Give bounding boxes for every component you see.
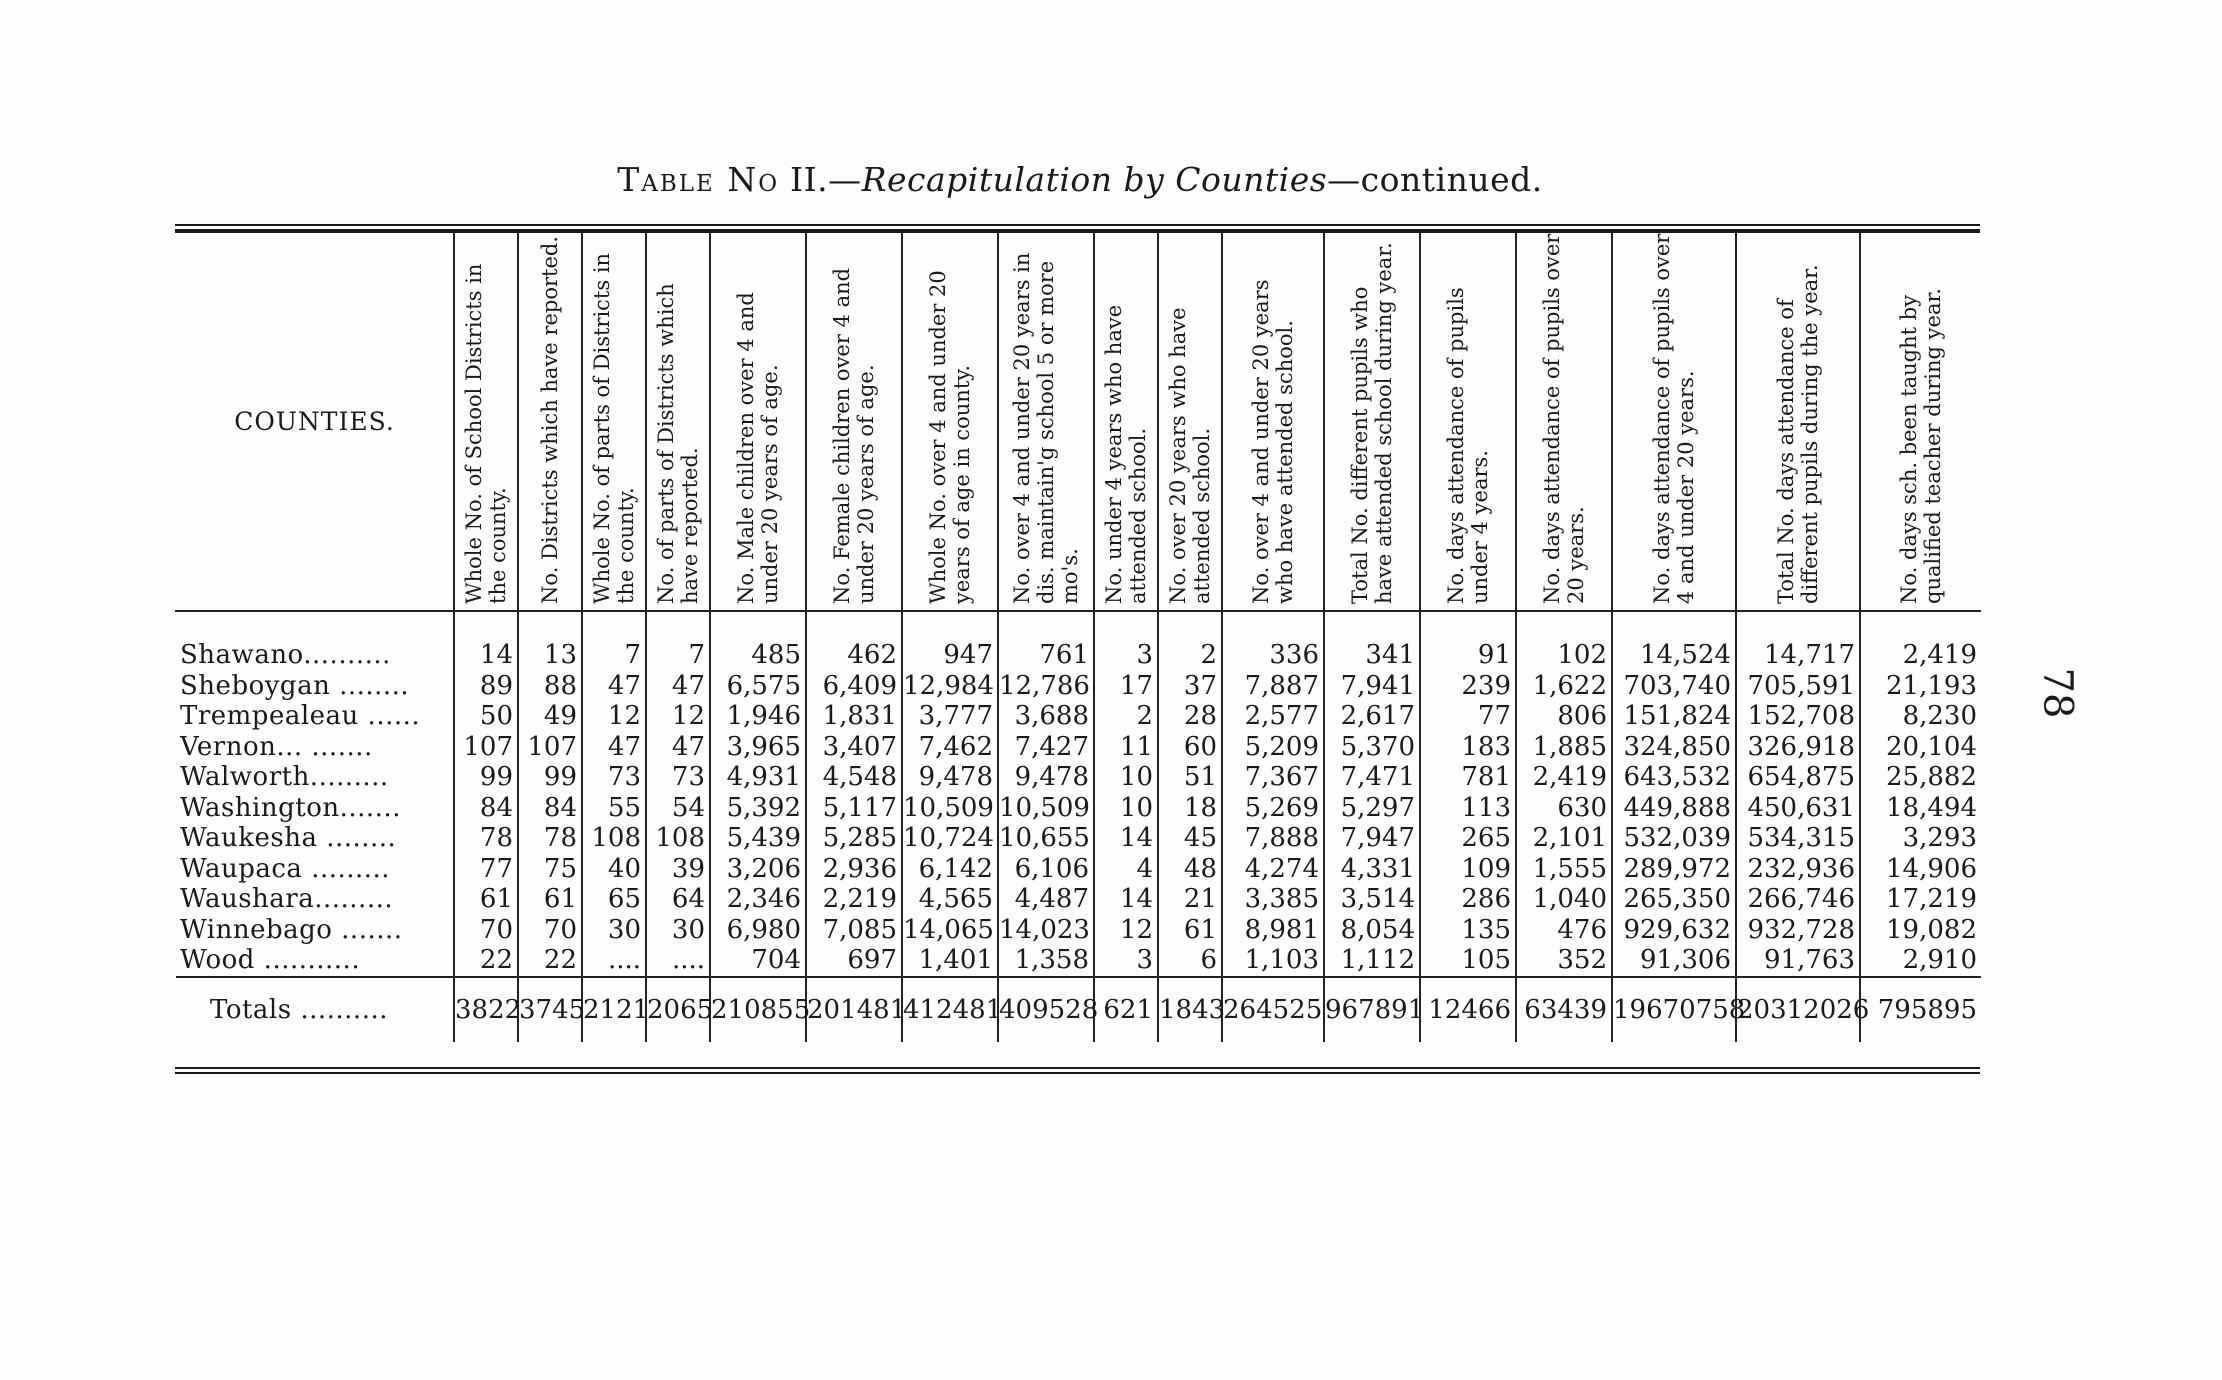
table-cell: 50: [454, 701, 518, 732]
column-header-text: No. days attendance of pupils over 4 and under 20 years.: [1650, 233, 1698, 604]
column-header: [518, 232, 582, 611]
county-name: Washington.......: [176, 793, 454, 824]
spacer-cell: [998, 612, 1094, 640]
table-row: [176, 732, 1981, 763]
table-cell: 929,632: [1612, 915, 1736, 946]
table-cell: 7: [582, 640, 646, 671]
table-cell: 761: [998, 640, 1094, 671]
table-cell: 2,936: [806, 854, 902, 885]
table-cell: 7,947: [1324, 823, 1420, 854]
bottom-rule: [175, 1067, 1980, 1069]
table-cell: 64: [646, 884, 710, 915]
table-cell: 6,106: [998, 854, 1094, 885]
county-name: Waukesha ........: [176, 823, 454, 854]
table-cell: 1843: [1158, 977, 1222, 1042]
table-cell: 30: [646, 915, 710, 946]
table-cell: 89: [454, 671, 518, 702]
table-cell: 47: [582, 671, 646, 702]
county-name: Walworth.........: [176, 762, 454, 793]
table-cell: 1,112: [1324, 945, 1420, 977]
spacer-cell: [1094, 612, 1158, 640]
table-cell: 7,367: [1222, 762, 1324, 793]
table-cell: 21: [1158, 884, 1222, 915]
table-cell: 4,931: [710, 762, 806, 793]
column-header: [1736, 232, 1860, 611]
table-cell: 8,981: [1222, 915, 1324, 946]
spacer-cell: [1612, 612, 1736, 640]
table-cell: 2121: [582, 977, 646, 1042]
table-cell: 54: [646, 793, 710, 824]
table-cell: 109: [1420, 854, 1516, 885]
column-header-text: No. over 4 and under 20 years who have attended school.: [1249, 279, 1297, 604]
table-cell: 5,439: [710, 823, 806, 854]
table-cell: 6,142: [902, 854, 998, 885]
table-cell: 12: [1094, 915, 1158, 946]
table-cell: 78: [518, 823, 582, 854]
table-cell: 324,850: [1612, 732, 1736, 763]
table-cell: 3745: [518, 977, 582, 1042]
table-cell: 88: [518, 671, 582, 702]
table-cell: 7,888: [1222, 823, 1324, 854]
table-title: [0, 160, 2160, 199]
table-cell: 22: [454, 945, 518, 977]
column-header-text: Whole No. over 4 and under 20 years of age in county.: [926, 270, 974, 604]
page-number: 78: [2034, 667, 2081, 719]
table-cell: 1,831: [806, 701, 902, 732]
table-cell: 105: [1420, 945, 1516, 977]
table-cell: 10,509: [998, 793, 1094, 824]
table-cell: 704: [710, 945, 806, 977]
table-cell: 63439: [1516, 977, 1612, 1042]
table-cell: 14,906: [1860, 854, 1981, 885]
table-cell: 73: [582, 762, 646, 793]
table-cell: 151,824: [1612, 701, 1736, 732]
spacer-cell: [454, 612, 518, 640]
table-cell: 266,746: [1736, 884, 1860, 915]
table-cell: 14,065: [902, 915, 998, 946]
table-cell: 19670758: [1612, 977, 1736, 1042]
column-header: [1612, 232, 1736, 611]
table-cell: 476: [1516, 915, 1612, 946]
table-cell: 2,219: [806, 884, 902, 915]
table-cell: 534,315: [1736, 823, 1860, 854]
table-cell: 289,972: [1612, 854, 1736, 885]
column-header: [646, 232, 710, 611]
table-cell: 20312026: [1736, 977, 1860, 1042]
table-cell: 65: [582, 884, 646, 915]
county-name: Vernon... .......: [176, 732, 454, 763]
county-name: Waupaca .........: [176, 854, 454, 885]
table-cell: 4,565: [902, 884, 998, 915]
table-cell: 19,082: [1860, 915, 1981, 946]
table-cell: 6,980: [710, 915, 806, 946]
table-cell: 5,269: [1222, 793, 1324, 824]
table-cell: 485: [710, 640, 806, 671]
column-header: [582, 232, 646, 611]
table-cell: 1,040: [1516, 884, 1612, 915]
table-cell: 10,724: [902, 823, 998, 854]
table-cell: 5,370: [1324, 732, 1420, 763]
table-cell: 6: [1158, 945, 1222, 977]
table-cell: 8,230: [1860, 701, 1981, 732]
spacer-row: [176, 612, 1981, 640]
table-cell: 11: [1094, 732, 1158, 763]
title-suffix: —continued.: [1327, 160, 1543, 199]
title-number: II.—: [779, 160, 862, 199]
table-cell: 264525: [1222, 977, 1324, 1042]
county-name: Totals ..........: [176, 977, 454, 1042]
table-cell: 286: [1420, 884, 1516, 915]
table-cell: 705,591: [1736, 671, 1860, 702]
top-rule: [175, 224, 1980, 226]
table-cell: 10: [1094, 762, 1158, 793]
table-cell: 7,427: [998, 732, 1094, 763]
table-cell: 265: [1420, 823, 1516, 854]
table-cell: 7: [646, 640, 710, 671]
table-cell: 3: [1094, 640, 1158, 671]
spacer-cell: [582, 612, 646, 640]
table-cell: 10,655: [998, 823, 1094, 854]
table-cell: 3822: [454, 977, 518, 1042]
table-row: [176, 640, 1981, 671]
table-cell: 947: [902, 640, 998, 671]
spacer-cell: [518, 612, 582, 640]
table-cell: 2,419: [1860, 640, 1981, 671]
table-cell: 22: [518, 945, 582, 977]
table-cell: 28: [1158, 701, 1222, 732]
table-cell: 21,193: [1860, 671, 1981, 702]
table-cell: 232,936: [1736, 854, 1860, 885]
table-cell: 48: [1158, 854, 1222, 885]
table-cell: 4,331: [1324, 854, 1420, 885]
table-row: [176, 915, 1981, 946]
column-header: [1324, 232, 1420, 611]
table-cell: 55: [582, 793, 646, 824]
spacer-cell: [176, 612, 454, 640]
table-cell: 4,274: [1222, 854, 1324, 885]
table-cell: 10: [1094, 793, 1158, 824]
county-name: Winnebago .......: [176, 915, 454, 946]
table-cell: 84: [518, 793, 582, 824]
table-cell: 239: [1420, 671, 1516, 702]
spacer-cell: [1860, 612, 1981, 640]
totals-row: [176, 977, 1981, 1042]
table-row: [176, 854, 1981, 885]
table-cell: 3,514: [1324, 884, 1420, 915]
table-cell: 1,946: [710, 701, 806, 732]
table-cell: 5,285: [806, 823, 902, 854]
table-cell: 25,882: [1860, 762, 1981, 793]
table-cell: 108: [582, 823, 646, 854]
table-cell: 3,385: [1222, 884, 1324, 915]
spacer-cell: [1736, 612, 1860, 640]
table-cell: 2065: [646, 977, 710, 1042]
table-cell: 77: [454, 854, 518, 885]
column-header: [1222, 232, 1324, 611]
table-cell: 45: [1158, 823, 1222, 854]
table-cell: ....: [582, 945, 646, 977]
column-header: [1420, 232, 1516, 611]
table-cell: 6,409: [806, 671, 902, 702]
table-cell: 10,509: [902, 793, 998, 824]
table-row: [176, 762, 1981, 793]
column-header: [1516, 232, 1612, 611]
column-header: [806, 232, 902, 611]
table-cell: 2,617: [1324, 701, 1420, 732]
table-cell: 630: [1516, 793, 1612, 824]
table-cell: 91: [1420, 640, 1516, 671]
table-cell: 99: [454, 762, 518, 793]
table-cell: 3,293: [1860, 823, 1981, 854]
table-cell: 5,209: [1222, 732, 1324, 763]
table-cell: 326,918: [1736, 732, 1860, 763]
column-header-text: No. days attendance of pupils over 20 years.: [1540, 233, 1588, 604]
table-cell: 8,054: [1324, 915, 1420, 946]
table-cell: 336: [1222, 640, 1324, 671]
table-cell: 7,085: [806, 915, 902, 946]
county-name: Shawano..........: [176, 640, 454, 671]
table-cell: 47: [646, 732, 710, 763]
table-cell: 449,888: [1612, 793, 1736, 824]
table-cell: 73: [646, 762, 710, 793]
table-cell: 84: [454, 793, 518, 824]
table-cell: 30: [582, 915, 646, 946]
table-cell: 697: [806, 945, 902, 977]
table-cell: 409528: [998, 977, 1094, 1042]
table-row: [176, 793, 1981, 824]
table-row: [176, 671, 1981, 702]
table-cell: 12,786: [998, 671, 1094, 702]
table-cell: 412481: [902, 977, 998, 1042]
table-cell: 14,023: [998, 915, 1094, 946]
table-cell: 3,206: [710, 854, 806, 885]
table-cell: 621: [1094, 977, 1158, 1042]
title-italic: Recapitulation by Counties: [861, 160, 1328, 199]
table-cell: 70: [454, 915, 518, 946]
table-cell: 61: [454, 884, 518, 915]
table-cell: 12: [646, 701, 710, 732]
table-cell: 450,631: [1736, 793, 1860, 824]
column-header-text: No. Female children over 4 and under 20 years of age.: [830, 267, 878, 604]
table-cell: 113: [1420, 793, 1516, 824]
table-cell: 18: [1158, 793, 1222, 824]
table-cell: 14: [454, 640, 518, 671]
column-header: [454, 232, 518, 611]
table-cell: 3,407: [806, 732, 902, 763]
table-cell: 20,104: [1860, 732, 1981, 763]
table-cell: 3,688: [998, 701, 1094, 732]
table-cell: 60: [1158, 732, 1222, 763]
table-cell: 61: [518, 884, 582, 915]
table-cell: 91,763: [1736, 945, 1860, 977]
table-cell: 2,910: [1860, 945, 1981, 977]
table-row: [176, 945, 1981, 977]
spacer-cell: [646, 612, 710, 640]
table-cell: 9,478: [998, 762, 1094, 793]
table-cell: 352: [1516, 945, 1612, 977]
column-header-text: No. over 4 and under 20 years in dis. maintain'g school 5 or more mo's.: [1010, 252, 1082, 604]
table-cell: 51: [1158, 762, 1222, 793]
table-cell: 5,117: [806, 793, 902, 824]
table-cell: 2,419: [1516, 762, 1612, 793]
table-row: [176, 701, 1981, 732]
table-cell: 201481: [806, 977, 902, 1042]
column-header: [1860, 232, 1981, 611]
header-row: [176, 232, 1981, 611]
county-name: Sheboygan ........: [176, 671, 454, 702]
table-cell: 2,101: [1516, 823, 1612, 854]
table-cell: 108: [646, 823, 710, 854]
table-row: [176, 823, 1981, 854]
column-header-text: No. days sch. been taught by qualified teacher during year.: [1897, 288, 1945, 604]
table-cell: 14: [1094, 823, 1158, 854]
table-cell: 781: [1420, 762, 1516, 793]
table-cell: 806: [1516, 701, 1612, 732]
county-name: Trempealeau ......: [176, 701, 454, 732]
table-cell: 99: [518, 762, 582, 793]
table-cell: 107: [454, 732, 518, 763]
table-cell: 703,740: [1612, 671, 1736, 702]
table-cell: 9,478: [902, 762, 998, 793]
column-header: [1094, 232, 1158, 611]
spacer-cell: [710, 612, 806, 640]
column-header-text: No. Districts which have reported.: [538, 236, 562, 604]
spacer-cell: [1222, 612, 1324, 640]
recapitulation-table: [175, 232, 1981, 1042]
table-cell: 967891: [1324, 977, 1420, 1042]
column-header-text: No. Male children over 4 and under 20 years of age.: [734, 292, 782, 604]
table-cell: 47: [582, 732, 646, 763]
county-name: Waushara.........: [176, 884, 454, 915]
table-cell: 1,555: [1516, 854, 1612, 885]
table-cell: 14: [1094, 884, 1158, 915]
table-cell: 70: [518, 915, 582, 946]
table-cell: 210855: [710, 977, 806, 1042]
table-cell: 1,401: [902, 945, 998, 977]
table-cell: 5,297: [1324, 793, 1420, 824]
table-cell: 17,219: [1860, 884, 1981, 915]
column-header-text: Total No. different pupils who have attended school during year.: [1348, 242, 1396, 604]
table-cell: 18,494: [1860, 793, 1981, 824]
table-row: [176, 884, 1981, 915]
counties-header: COUNTIES.: [176, 232, 454, 611]
table-cell: 49: [518, 701, 582, 732]
column-header-text: No. of parts of Districts which have reported.: [654, 283, 702, 604]
spacer-cell: [1420, 612, 1516, 640]
table-cell: 2,346: [710, 884, 806, 915]
table-cell: 152,708: [1736, 701, 1860, 732]
column-header-text: Whole No. of School Districts in the county.: [462, 263, 510, 604]
table-cell: 47: [646, 671, 710, 702]
table-cell: 462: [806, 640, 902, 671]
table-cell: 3,777: [902, 701, 998, 732]
table-cell: 102: [1516, 640, 1612, 671]
column-header-text: Total No. days attendance of different pupils during the year.: [1774, 264, 1822, 604]
table-cell: 6,575: [710, 671, 806, 702]
table-cell: 75: [518, 854, 582, 885]
table-cell: 7,471: [1324, 762, 1420, 793]
table-cell: 107: [518, 732, 582, 763]
column-header-text: No. under 4 years who have attended school.: [1102, 304, 1150, 604]
table-cell: 2: [1094, 701, 1158, 732]
table-cell: 61: [1158, 915, 1222, 946]
table-cell: 1,885: [1516, 732, 1612, 763]
table-cell: 17: [1094, 671, 1158, 702]
table-cell: 2: [1158, 640, 1222, 671]
table-cell: 37: [1158, 671, 1222, 702]
table-cell: 932,728: [1736, 915, 1860, 946]
table-cell: 4,548: [806, 762, 902, 793]
table-cell: 77: [1420, 701, 1516, 732]
table-cell: 4,487: [998, 884, 1094, 915]
spacer-cell: [902, 612, 998, 640]
table-cell: 183: [1420, 732, 1516, 763]
table-cell: 4: [1094, 854, 1158, 885]
table-cell: 3,965: [710, 732, 806, 763]
table-cell: 7,887: [1222, 671, 1324, 702]
table-cell: 135: [1420, 915, 1516, 946]
table-cell: 40: [582, 854, 646, 885]
spacer-cell: [1158, 612, 1222, 640]
table-cell: 643,532: [1612, 762, 1736, 793]
column-header: [1158, 232, 1222, 611]
column-header: [902, 232, 998, 611]
table-cell: 12,984: [902, 671, 998, 702]
column-header-text: Whole No. of parts of Districts in the county.: [590, 252, 638, 604]
column-header-text: No. over 20 years who have attended school.: [1166, 307, 1214, 604]
table-cell: 1,103: [1222, 945, 1324, 977]
table-cell: 14,717: [1736, 640, 1860, 671]
column-header: [710, 232, 806, 611]
table-cell: 7,941: [1324, 671, 1420, 702]
table-cell: 78: [454, 823, 518, 854]
county-name: Wood ...........: [176, 945, 454, 977]
table-cell: 12466: [1420, 977, 1516, 1042]
table-cell: 795895: [1860, 977, 1981, 1042]
spacer-cell: [806, 612, 902, 640]
spacer-cell: [1516, 612, 1612, 640]
table-cell: 39: [646, 854, 710, 885]
table-cell: 265,350: [1612, 884, 1736, 915]
spacer-cell: [1324, 612, 1420, 640]
table-cell: 1,622: [1516, 671, 1612, 702]
column-header-text: No. days attendance of pupils under 4 years.: [1444, 287, 1492, 604]
table-cell: 5,392: [710, 793, 806, 824]
table-cell: 3: [1094, 945, 1158, 977]
table-cell: 2,577: [1222, 701, 1324, 732]
table-cell: 12: [582, 701, 646, 732]
table-cell: 341: [1324, 640, 1420, 671]
table-cell: 7,462: [902, 732, 998, 763]
table-cell: 654,875: [1736, 762, 1860, 793]
table-cell: 14,524: [1612, 640, 1736, 671]
table-cell: 91,306: [1612, 945, 1736, 977]
table-cell: 1,358: [998, 945, 1094, 977]
column-header: [998, 232, 1094, 611]
table-cell: 13: [518, 640, 582, 671]
table-cell: 532,039: [1612, 823, 1736, 854]
title-prefix: Table No: [617, 160, 780, 199]
table-cell: ....: [646, 945, 710, 977]
bottom-rule-double: [175, 1072, 1980, 1074]
